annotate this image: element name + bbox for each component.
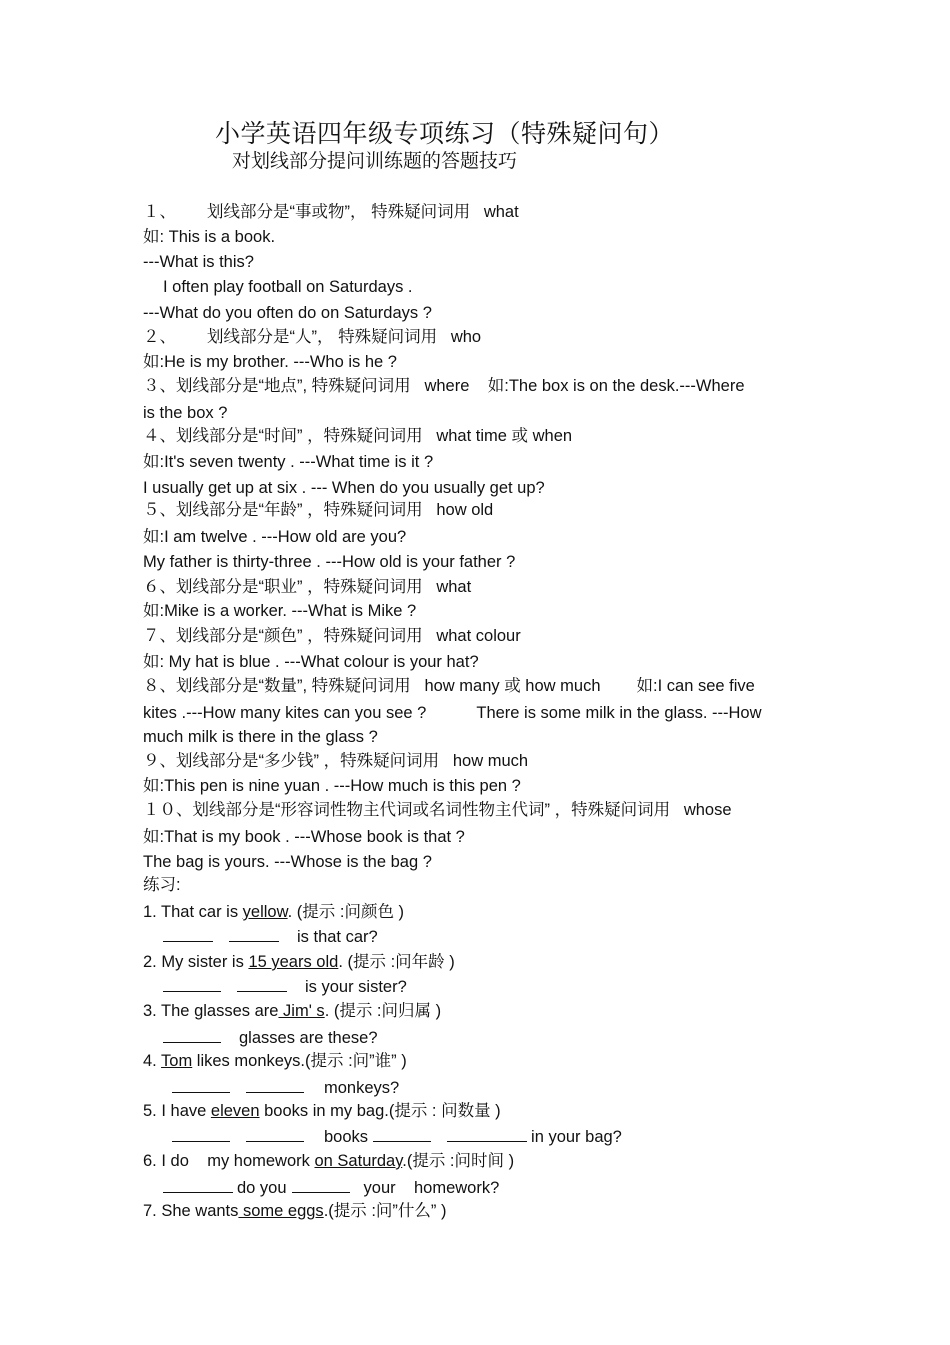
example-text: 如:The box is on the desk.---Where bbox=[487, 377, 745, 395]
rule-word: how many 或 how much bbox=[424, 677, 601, 695]
example-text: kites .---How many kites can you see ? bbox=[143, 704, 427, 722]
example-line: much milk is there in the glass ? bbox=[143, 728, 378, 746]
exercise-answer-line bbox=[163, 926, 378, 947]
example-line: 如: My hat is blue . ---What colour is your hat? bbox=[143, 653, 479, 671]
answer-blank[interactable] bbox=[292, 1177, 350, 1193]
rule-text: ５、划线部分是“年龄” ，特殊疑问词用 bbox=[143, 501, 423, 519]
underlined-part: 15 years old bbox=[248, 953, 339, 971]
rule-word: what time 或 when bbox=[436, 427, 573, 445]
answer-blank[interactable] bbox=[163, 1177, 233, 1193]
underlined-part: yellow bbox=[242, 903, 288, 921]
exercise-question bbox=[143, 1201, 447, 1221]
answer-text: monkeys? bbox=[324, 1079, 400, 1097]
answer-blank[interactable] bbox=[246, 1126, 304, 1142]
rule-4 bbox=[143, 426, 572, 446]
exercise-question bbox=[143, 1001, 441, 1021]
rule-word: what bbox=[436, 578, 472, 596]
question-hint: .(提示 :问时间 ) bbox=[402, 1152, 515, 1170]
example-line: 如: This is a book. bbox=[143, 228, 276, 246]
example-line: 如:He is my brother. ---Who is he ? bbox=[143, 353, 397, 371]
answer-text: glasses are these? bbox=[239, 1029, 378, 1047]
underlined-part: some eggs bbox=[238, 1202, 324, 1220]
answer-text: do you bbox=[237, 1179, 287, 1197]
answer-text: is that car? bbox=[297, 928, 378, 946]
rule-word: how old bbox=[436, 501, 494, 519]
rule-10 bbox=[143, 800, 732, 820]
rule-word: how much bbox=[452, 752, 529, 770]
question-text: 7. She wants bbox=[143, 1202, 239, 1220]
exercise-question bbox=[143, 1151, 514, 1171]
example-line: I usually get up at six . --- When do you usually get up? bbox=[143, 479, 545, 497]
exercise-answer-line bbox=[172, 1126, 622, 1147]
exercise-answer-line bbox=[172, 1077, 399, 1098]
rule-number: １、 bbox=[143, 203, 176, 221]
answer-blank[interactable] bbox=[447, 1126, 527, 1142]
question-text: 5. I have bbox=[143, 1102, 211, 1120]
page-subtitle: 对划线部分提问训练题的答题技巧 bbox=[232, 150, 518, 172]
rule-text: １０、划线部分是“形容词性物主代词或名词性物主代词” ，特殊疑问词用 bbox=[143, 801, 671, 819]
rule-word: what colour bbox=[436, 627, 521, 645]
answer-blank[interactable] bbox=[163, 976, 221, 992]
example-line: 如:It's seven twenty . ---What time is it ? bbox=[143, 453, 434, 471]
example-line: 如:This pen is nine yuan . ---How much is this pen ? bbox=[143, 777, 521, 795]
example-line: is the box ? bbox=[143, 404, 228, 422]
example-line: ---What do you often do on Saturdays ? bbox=[143, 304, 432, 322]
rule-text: ６、划线部分是“职业” ，特殊疑问词用 bbox=[143, 578, 423, 596]
question-text: 1. That car is bbox=[143, 903, 243, 921]
answer-blank[interactable] bbox=[163, 926, 213, 942]
exercise-question bbox=[143, 952, 455, 972]
answer-blank[interactable] bbox=[172, 1126, 230, 1142]
question-hint: books in my bag.(提示 : 问数量 ) bbox=[259, 1102, 501, 1120]
rule-2 bbox=[143, 327, 481, 347]
question-text: 3. The glasses are bbox=[143, 1002, 279, 1020]
rule-word: where bbox=[424, 377, 470, 395]
exercise-answer-line bbox=[163, 976, 407, 997]
rule-word: what bbox=[483, 203, 519, 221]
rule-7 bbox=[143, 626, 521, 646]
underlined-part: Jim' s bbox=[278, 1002, 325, 1020]
exercise-question bbox=[143, 902, 404, 922]
rule-1 bbox=[143, 202, 519, 222]
question-text: 6. I do my homework bbox=[143, 1152, 315, 1170]
rule-text: ７、划线部分是“颜色” ，特殊疑问词用 bbox=[143, 627, 423, 645]
example-text: There is some milk in the glass. ---How bbox=[476, 704, 762, 722]
question-text: 4. bbox=[143, 1052, 162, 1070]
question-hint: .(提示 :问”什么” ) bbox=[323, 1202, 447, 1220]
example-line: 如:That is my book . ---Whose book is that ? bbox=[143, 828, 465, 846]
practice-label: 练习: bbox=[143, 876, 181, 894]
example-line: 如:I am twelve . ---How old are you? bbox=[143, 528, 407, 546]
answer-blank[interactable] bbox=[246, 1077, 304, 1093]
example-text: 如:I can see five bbox=[636, 677, 755, 695]
question-hint: . (提示 :问归属 ) bbox=[324, 1002, 442, 1020]
answer-blank[interactable] bbox=[229, 926, 279, 942]
question-hint: . (提示 :问颜色 ) bbox=[287, 903, 405, 921]
underlined-part: on Saturday bbox=[314, 1152, 403, 1170]
underlined-part: Tom bbox=[161, 1052, 193, 1070]
exercise-answer-line bbox=[163, 1177, 499, 1198]
question-hint: . (提示 :问年龄 ) bbox=[338, 953, 455, 971]
rule-5 bbox=[143, 500, 493, 520]
answer-blank[interactable] bbox=[163, 1027, 221, 1043]
rule-text: 划线部分是“事或物”， 特殊疑问词用 bbox=[207, 203, 471, 221]
rule-text: 划线部分是“人”， 特殊疑问词用 bbox=[207, 328, 438, 346]
rule-number: ２、 bbox=[143, 328, 176, 346]
rule-9 bbox=[143, 751, 528, 771]
rule-text: ９、划线部分是“多少钱” ，特殊疑问词用 bbox=[143, 752, 440, 770]
answer-blank[interactable] bbox=[373, 1126, 431, 1142]
example-line: I often play football on Saturdays . bbox=[163, 278, 413, 296]
rule-6 bbox=[143, 577, 471, 597]
answer-blank[interactable] bbox=[237, 976, 287, 992]
rule-word: whose bbox=[683, 801, 732, 819]
example-line bbox=[143, 703, 762, 723]
answer-text: your homework? bbox=[363, 1179, 500, 1197]
rule-word: who bbox=[450, 328, 482, 346]
exercise-question bbox=[143, 1051, 407, 1071]
exercise-answer-line bbox=[163, 1027, 378, 1048]
answer-text: in your bag? bbox=[531, 1128, 622, 1146]
rule-text: ８、划线部分是“数量”, 特殊疑问词用 bbox=[143, 677, 411, 695]
example-line: The bag is yours. ---Whose is the bag ? bbox=[143, 853, 432, 871]
answer-text: books bbox=[324, 1128, 369, 1146]
question-text: 2. My sister is bbox=[143, 953, 249, 971]
page-title: 小学英语四年级专项练习（特殊疑问句） bbox=[215, 119, 675, 148]
example-line: My father is thirty-three . ---How old is your father ? bbox=[143, 553, 516, 571]
exercise-question bbox=[143, 1101, 501, 1121]
rule-8 bbox=[143, 676, 755, 696]
question-hint: likes monkeys.(提示 :问”谁” ) bbox=[192, 1052, 407, 1070]
answer-text: is your sister? bbox=[305, 978, 407, 996]
answer-blank[interactable] bbox=[172, 1077, 230, 1093]
example-line: ---What is this? bbox=[143, 253, 254, 271]
rule-text: ４、划线部分是“时间” ，特殊疑问词用 bbox=[143, 427, 423, 445]
rule-text: ３、划线部分是“地点”, 特殊疑问词用 bbox=[143, 377, 411, 395]
underlined-part: eleven bbox=[210, 1102, 260, 1120]
rule-3 bbox=[143, 376, 745, 396]
example-line: 如:Mike is a worker. ---What is Mike ? bbox=[143, 602, 417, 620]
